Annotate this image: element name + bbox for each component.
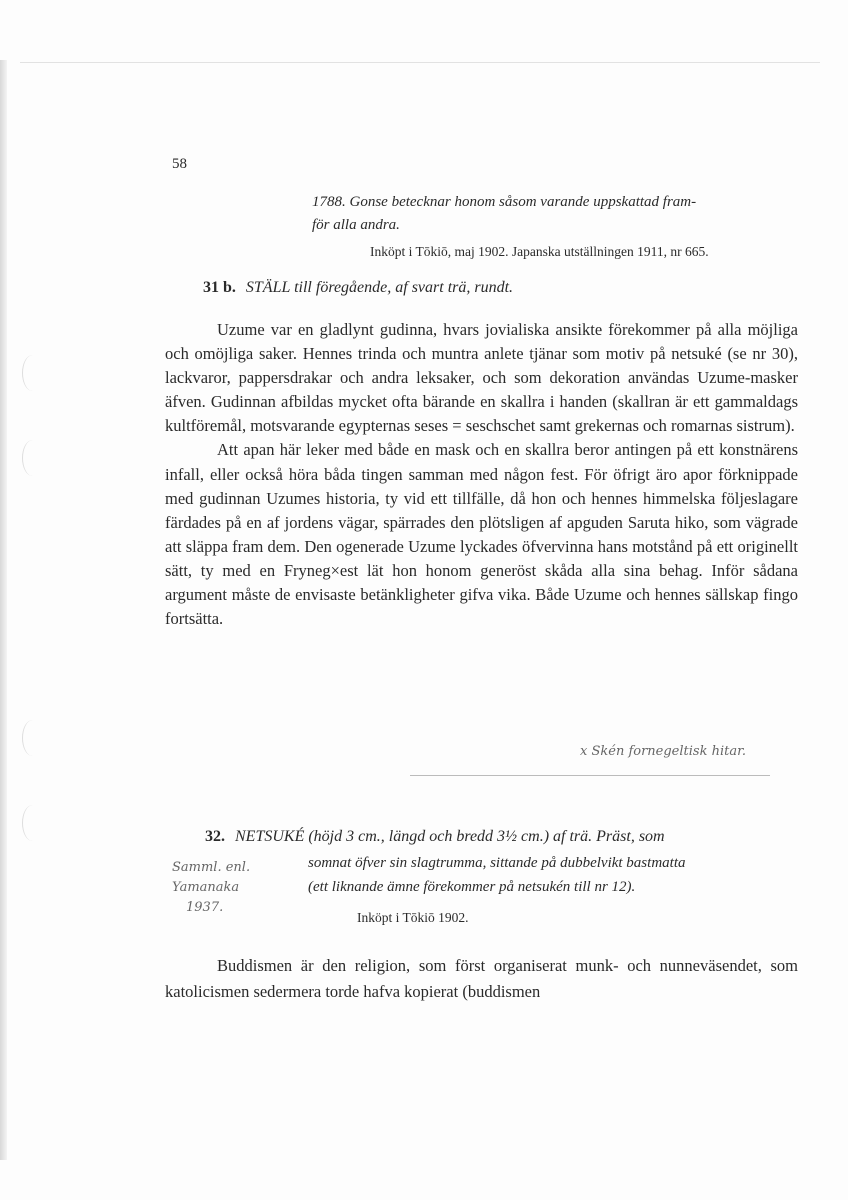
closing-text bbox=[165, 953, 798, 1005]
paragraph: Uzume var en gladlynt gudinna, hvars jovialiska ansikte förekommer på alla möjliga och omöjliga saker. Hennes trinda och muntra anlete tjänar som motiv på netsuké (se nr 30), lackvaror, pappersdrakar och andra leksaker, och som dekoration användas Uzume-masker äfven. Gudinnan afbildas mycket ofta bärande en skallra i handen (skallran är ett gammaldags kultföremål, motsvarande egypternas seses = seschschet samt grekernas och romarnas sistrum). bbox=[165, 320, 798, 436]
entry-32-line2: somnat öfver sin slagtrumma, sittande på dubbelvikt bastmatta bbox=[308, 855, 686, 871]
handwritten-margin-note: x Skén fornegeltisk hitar. bbox=[580, 744, 747, 759]
entry-title: NETSUKÉ (höjd 3 cm., längd och bredd 3½ cm.) af trä. Präst, som bbox=[235, 828, 665, 845]
punch-hole-mark bbox=[22, 805, 43, 841]
punch-hole-mark bbox=[22, 720, 43, 756]
punch-hole-mark bbox=[22, 440, 43, 476]
entry-31a-source: Inköpt i Tōkiō, maj 1902. Japanska utställningen 1911, nr 665. bbox=[370, 244, 709, 259]
handwritten-annotation bbox=[172, 858, 250, 918]
page-number: 58 bbox=[172, 156, 187, 172]
scan-edge bbox=[0, 60, 7, 1160]
entry-32-source: Inköpt i Tōkiō 1902. bbox=[357, 910, 469, 925]
paragraph: Att apan här leker med både en mask och en skallra beror antingen på ett konstnärens infall, eller också höra båda tingen samman med någon fest. För öfrigt äro apor förknippade med gudinnan Uzumes historia, ty vid ett tillfälle, då hon och hennes himmelska följeslagare färdades på en af jordens vägar, spärrades den plötsligen af apguden Saruta hiko, som vägrade att släppa fram dem. Den ogenerade Uzume lyckades öfvervinna hans motstånd på ett originellt sätt, ty med en Fryneg×est lät hon honom generöst skåda alla sina behag. Inför sådana argument måste de envisaste betänkligheter gifva vika. Både Uzume och hennes sällskap fingo fortsätta. bbox=[165, 440, 798, 629]
punch-hole-mark bbox=[22, 355, 43, 391]
entry-32-line3: (ett liknande ämne förekommer på netsukén till nr 12). bbox=[308, 879, 636, 895]
handwritten-line: Samml. enl. bbox=[172, 860, 251, 875]
handwritten-line: Yamanaka bbox=[172, 880, 240, 895]
entry-31b-heading bbox=[203, 279, 513, 297]
scan-top-line bbox=[20, 62, 820, 63]
entry-number: 31 b. bbox=[203, 279, 236, 296]
entry-31a-line2: för alla andra. bbox=[312, 217, 400, 233]
entry-number: 32. bbox=[205, 828, 225, 845]
paragraph: Buddismen är den religion, som först organiserat munk- och nunneväsendet, som katolicismen sedermera torde hafva kopierat (buddismen bbox=[165, 956, 798, 1001]
body-text bbox=[165, 318, 798, 631]
section-divider bbox=[410, 775, 770, 776]
entry-title: STÄLL till föregående, af svart trä, rundt. bbox=[245, 279, 514, 296]
entry-31a-line1: 1788. Gonse betecknar honom såsom varande uppskattad fram- bbox=[312, 194, 697, 210]
handwritten-line: 1937. bbox=[186, 900, 224, 915]
entry-32-heading bbox=[205, 828, 665, 846]
